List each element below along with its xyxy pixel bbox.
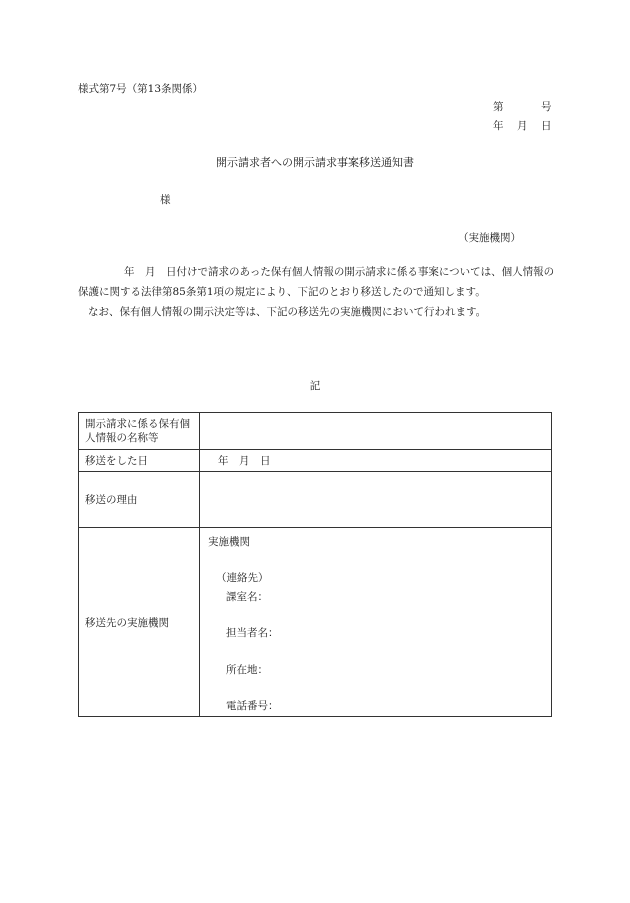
- date-day-label: 日: [541, 120, 552, 132]
- contact-person: 担当者名：: [226, 627, 279, 639]
- table-row-destination-agency: [79, 528, 551, 716]
- date-month-label: 月: [517, 120, 528, 132]
- table-row-info-name: [79, 413, 551, 450]
- table-row-transfer-date: [79, 450, 551, 472]
- value-destination-agency: [200, 528, 551, 716]
- ki-heading: 記: [309, 380, 321, 392]
- para1-rest: 請求のあった保有個人情報の開示請求に係る事案については、個人情報の保護に関する法律第85条第1項の規定により、下記のとおり移送したので通知します。: [78, 266, 555, 298]
- value-transfer-reason: [200, 472, 551, 527]
- notice-body: [78, 262, 556, 322]
- sender-agency: （実施機関）: [458, 232, 521, 244]
- value-transfer-date: 年 月 日: [218, 455, 271, 467]
- transfer-details-table: [78, 412, 552, 717]
- addressee-suffix: 様: [160, 194, 171, 206]
- destination-agency-name: 実施機関: [208, 536, 250, 548]
- document-title: 開示請求者への開示請求事案移送通知書: [216, 156, 414, 169]
- document-number-suffix: 号: [541, 101, 552, 113]
- document-number-prefix: 第: [493, 101, 504, 113]
- label-destination-agency: [79, 528, 200, 716]
- label-info-name: 開示請求に係る保有個人情報の名称等: [79, 413, 200, 449]
- para1-date: 年 月 日付けで: [124, 266, 208, 278]
- form-label: 様式第7号（第13条関係）: [78, 83, 204, 95]
- contact-heading: （連絡先）: [216, 572, 269, 584]
- body-paragraph-1: [78, 262, 556, 302]
- contact-phone: 電話番号：: [226, 700, 279, 712]
- value-info-name: [200, 413, 551, 449]
- label-transfer-reason: 移送の理由: [79, 472, 200, 527]
- label-transfer-date: 移送をした日: [79, 450, 200, 471]
- contact-section: 課室名：: [226, 591, 268, 603]
- body-paragraph-2: なお、保有個人情報の開示決定等は、下記の移送先の実施機関において行われます。: [88, 306, 487, 318]
- contact-address: 所在地：: [226, 664, 268, 676]
- table-row-transfer-reason: [79, 472, 551, 528]
- date-year-label: 年: [493, 120, 504, 132]
- label-destination-agency-text: 移送先の実施機関: [85, 616, 169, 629]
